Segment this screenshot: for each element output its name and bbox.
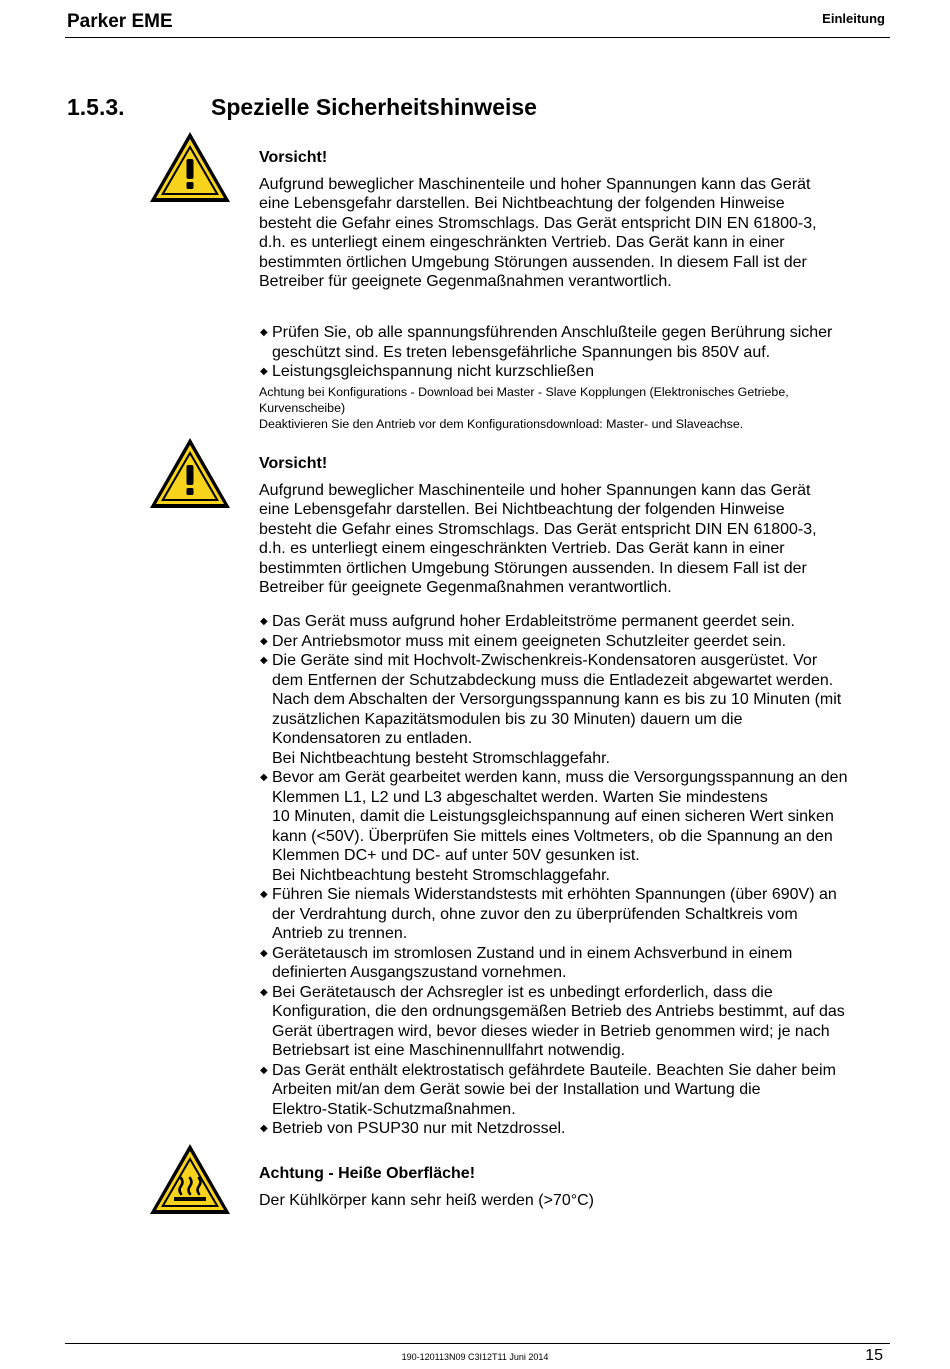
section-number: 1.5.3. (67, 94, 125, 120)
diamond-bullet-icon: ◆ (260, 655, 268, 666)
list-item (259, 632, 889, 652)
text-line: Das Gerät muss aufgrund hoher Erdableitströme permanent geerdet sein. (272, 613, 795, 630)
caution-text (259, 481, 889, 598)
text-line: Kondensatoren zu entladen. (272, 730, 473, 747)
text-line: 10 Minuten, damit die Leistungsgleichspannung auf einen sicheren Wert sinken (272, 808, 834, 825)
section-title: Spezielle Sicherheitshinweise (211, 94, 537, 120)
hot-surface-title: Achtung - Heiße Oberfläche! (259, 1165, 476, 1182)
list-item (259, 612, 889, 632)
text-line: Elektro-Statik-Schutzmaßnahmen. (272, 1100, 516, 1118)
list-item (259, 1061, 889, 1120)
list-item (259, 944, 889, 983)
diamond-bullet-icon: ◆ (260, 366, 268, 377)
caution-title: Vorsicht! (259, 149, 328, 166)
warning-triangle-icon (148, 436, 232, 510)
text-line: dem Entfernen der Schutzabdeckung muss die Entladezeit abgewartet werden. (272, 671, 834, 689)
text-line: Führen Sie niemals Widerstandstests mit erhöhten Spannungen (über 690V) an (272, 886, 837, 903)
text-line: Arbeiten mit/an dem Gerät sowie bei der Installation und Wartung die (272, 1081, 761, 1098)
text-line: Gerät übertragen wird, bevor dieses wieder in Betrieb genommen wird; je nach (272, 1022, 830, 1040)
text-line: der Verdrahtung durch, ohne zuvor den zu überprüfenden Schaltkreis vom (272, 905, 798, 923)
diamond-bullet-icon: ◆ (260, 616, 268, 627)
text-line: Bei Nichtbeachtung besteht Stromschlaggefahr. (272, 749, 610, 767)
page-number: 15 (865, 1347, 883, 1364)
text-line: eine Lebensgefahr darstellen. Bei Nichtbeachtung der folgenden Hinweise (259, 195, 785, 212)
list-item (259, 1119, 889, 1139)
text-line: Die Geräte sind mit Hochvolt-Zwischenkreis-Kondensatoren ausgerüstet. Vor (272, 652, 818, 669)
list-item (259, 885, 889, 944)
caution-block-1 (259, 148, 889, 292)
text-line: eine Lebensgefahr darstellen. Bei Nichtbeachtung der folgenden Hinweise (259, 501, 785, 518)
note-line: Deaktivieren Sie den Antrieb vor dem Konfigurationsdownload: Master- und Slaveachse. (259, 417, 744, 431)
diamond-bullet-icon: ◆ (260, 947, 268, 959)
text-line: d.h. es unterliegt einem eingeschränkten Vertrieb. Das Gerät kann in einer (259, 540, 785, 557)
bullet-list-2 (259, 612, 889, 1139)
diamond-bullet-icon: ◆ (260, 327, 268, 338)
text-line: Aufgrund beweglicher Maschinenteile und hoher Spannungen kann das Gerät (259, 481, 811, 499)
text-line: Betriebsart ist eine Maschinennullfahrt notwendig. (272, 1042, 626, 1059)
text-line: Das Gerät enthält elektrostatisch gefährdete Bauteile. Beachten Sie daher beim (272, 1061, 836, 1079)
text-line: Aufgrund beweglicher Maschinenteile und hoher Spannungen kann das Gerät (259, 175, 811, 193)
diamond-bullet-icon: ◆ (260, 772, 268, 783)
note-line: Achtung bei Konfigurations - Download bei Master - Slave Kopplungen (Elektronisches Getriebe, (259, 385, 789, 399)
text-line: Prüfen Sie, ob alle spannungsführenden Anschlußteile gegen Berührung sicher (272, 324, 833, 341)
text-line: Bevor am Gerät gearbeitet werden kann, muss die Versorgungsspannung an den (272, 769, 848, 786)
text-line: Antrieb zu trennen. (272, 925, 408, 942)
configuration-note (259, 384, 889, 432)
hot-surface-text: Der Kühlkörper kann sehr heiß werden (>70°C) (259, 1191, 594, 1209)
text-line: Klemmen L1, L2 und L3 abgeschaltet werden. Warten Sie mindestens (272, 788, 768, 806)
caution-title: Vorsicht! (259, 455, 328, 472)
list-item (259, 323, 889, 362)
caution-text (259, 175, 889, 292)
caution-block-2 (259, 454, 889, 598)
diamond-bullet-icon: ◆ (260, 986, 268, 998)
diamond-bullet-icon: ◆ (260, 889, 268, 900)
text-line: Konfiguration, die den ordnungsgemäßen Betrieb des Antriebs bestimmt, auf das (272, 1003, 845, 1020)
text-line: Betreiber für geeignete Gegenmaßnahmen verantwortlich. (259, 273, 672, 290)
text-line: Der Antriebsmotor muss mit einem geeigneten Schutzleiter geerdet sein. (272, 632, 787, 650)
text-line: Klemmen DC+ und DC- auf unter 50V gesunken ist. (272, 847, 640, 864)
text-line: Betrieb von PSUP30 nur mit Netzdrossel. (272, 1120, 566, 1137)
document-id: 190-120113N09 C3I12T11 Juni 2014 (401, 1352, 549, 1362)
hot-surface-icon (148, 1142, 232, 1216)
list-item (259, 362, 889, 382)
text-line: kann (<50V). Überprüfen Sie mittels eines Voltmeters, ob die Spannung an den (272, 827, 833, 845)
diamond-bullet-icon: ◆ (260, 1064, 268, 1076)
list-item (259, 651, 889, 768)
diamond-bullet-icon: ◆ (260, 1123, 268, 1134)
text-line: Betreiber für geeignete Gegenmaßnahmen verantwortlich. (259, 579, 672, 596)
text-line: besteht die Gefahr eines Stromschlags. Das Gerät entspricht DIN EN 61800-3, (259, 214, 817, 232)
note-line: Kurvenscheibe) (259, 401, 346, 415)
list-item (259, 768, 889, 885)
hot-surface-block (259, 1164, 889, 1210)
text-line: geschützt sind. Es treten lebensgefährliche Spannungen bis 850V auf. (272, 343, 771, 361)
text-line: d.h. es unterliegt einem eingeschränkten Vertrieb. Das Gerät kann in einer (259, 234, 785, 251)
header-divider (65, 37, 890, 38)
text-line: bestimmten örtlichen Umgebung Störungen aussenden. In diesem Fall ist der (259, 559, 807, 577)
warning-triangle-icon (148, 130, 232, 204)
text-line: Leistungsgleichspannung nicht kurzschließen (272, 363, 594, 380)
footer-divider (65, 1343, 890, 1344)
text-line: bestimmten örtlichen Umgebung Störungen aussenden. In diesem Fall ist der (259, 253, 807, 271)
diamond-bullet-icon: ◆ (260, 635, 268, 647)
bullet-list-1 (259, 323, 889, 382)
list-item (259, 983, 889, 1061)
text-line: Bei Gerätetausch der Achsregler ist es unbedingt erforderlich, dass die (272, 983, 773, 1001)
text-line: besteht die Gefahr eines Stromschlags. Das Gerät entspricht DIN EN 61800-3, (259, 520, 817, 538)
text-line: zusätzlichen Kapazitätsmodulen bis zu 30 Minuten) dauern um die (272, 710, 743, 728)
text-line: Gerätetausch im stromlosen Zustand und in einem Achsverbund in einem (272, 944, 793, 962)
section-name: Einleitung (822, 11, 885, 26)
text-line: Nach dem Abschalten der Versorgungsspannung kann es bis zu 10 Minuten (mit (272, 691, 842, 708)
text-line: definierten Ausgangszustand vornehmen. (272, 964, 567, 981)
text-line: Bei Nichtbeachtung besteht Stromschlaggefahr. (272, 866, 610, 884)
brand-name: Parker EME (67, 11, 173, 32)
